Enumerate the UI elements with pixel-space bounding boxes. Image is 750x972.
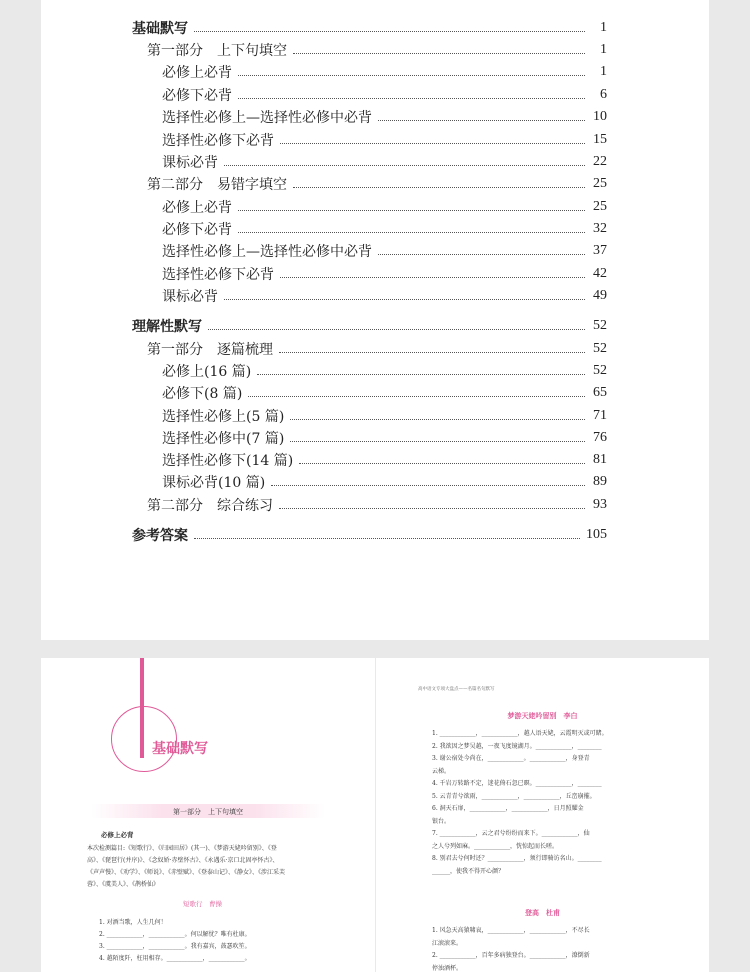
toc-entry-label: 第二部分 易错字填空 xyxy=(147,177,287,193)
text-line: 2. 我欲因之梦吴越，一夜飞度镜湖月。____________，________ xyxy=(432,742,602,750)
text-line: 7. ____________，云之君兮纷纷而来下。____________，仙 xyxy=(432,830,590,837)
text-line: 6. 洞天石扉，____________，____________，日月照耀金 xyxy=(432,805,584,812)
toc-entry[interactable] xyxy=(162,472,607,492)
toc-entry[interactable] xyxy=(132,18,607,38)
text-line: 银台。 xyxy=(432,817,451,825)
toc-leader-dots xyxy=(299,463,585,464)
toc-entry-label: 必修上必背 xyxy=(162,65,232,81)
toc-entry-label: 选择性必修下必背 xyxy=(162,267,274,283)
poem-title: 短歌行 曹操 xyxy=(183,900,222,908)
toc-page-number: 37 xyxy=(593,243,607,258)
toc-entry[interactable] xyxy=(132,316,607,336)
poem2-exercises xyxy=(432,925,672,972)
toc-entry[interactable] xyxy=(162,264,607,284)
toc-leader-dots xyxy=(238,98,585,99)
text-line: 4. 越陌度阡，枉用相存。____________，____________。 xyxy=(99,955,251,962)
toc-leader-dots xyxy=(378,120,585,121)
toc-entry-label: 选择性必修上—选择性必修中必背 xyxy=(162,110,372,126)
text-line: 2. ____________，百年多病独登台。____________，潦倒新 xyxy=(432,952,590,959)
text-line: 2. ____________，____________。何以解忧？唯有杜康。 xyxy=(99,931,251,938)
toc-leader-dots xyxy=(224,165,585,166)
toc-entry-label: 参考答案 xyxy=(132,528,188,544)
toc-entry[interactable] xyxy=(162,428,607,448)
poem2-title: 登高 杜甫 xyxy=(525,908,560,917)
text-line: 高》、《琵琶行(并序)》、《念奴娇·赤壁怀古》、《永遇乐·京口北固亭怀古》、 xyxy=(87,857,279,864)
toc-entry-label: 选择性必修上—选择性必修中必背 xyxy=(162,244,372,260)
text-line: 江滚滚来。 xyxy=(432,939,463,947)
text-line: 3. ____________，____________。我有嘉宾，鼓瑟吹笙。 xyxy=(99,943,251,950)
text-line: 5. 云青青兮欲雨，____________，____________，丘峦崩摧。 xyxy=(432,792,596,800)
toc-entry-label: 课标必背(10 篇) xyxy=(162,475,266,491)
subhead: 必修上必背 xyxy=(101,831,134,839)
toc-entry-label: 必修下(8 篇) xyxy=(162,386,243,402)
toc-leader-dots xyxy=(279,352,585,353)
toc-entry-label: 必修上(16 篇) xyxy=(162,364,252,380)
toc-page-number: 42 xyxy=(593,266,607,281)
text-line: 1. ____________，____________，越人语天姥，云霞明灭或可睹。 xyxy=(432,730,608,737)
toc-entry-label: 选择性必修下必背 xyxy=(162,133,274,149)
toc-entry[interactable] xyxy=(162,62,607,82)
toc-leader-dots xyxy=(271,485,585,486)
toc-leader-dots xyxy=(378,254,585,255)
toc-leader-dots xyxy=(279,508,585,509)
toc-page-number: 76 xyxy=(593,430,607,445)
toc-entry[interactable] xyxy=(162,107,607,127)
toc-page-number: 93 xyxy=(593,497,607,512)
toc-page-number: 32 xyxy=(593,221,607,236)
chapter-title: 基础默写 xyxy=(152,741,208,757)
toc-page-number: 10 xyxy=(593,109,607,124)
toc-page-number: 6 xyxy=(600,87,607,102)
toc-leader-dots xyxy=(290,441,585,442)
toc-entry-label: 选择性必修下(14 篇) xyxy=(162,453,294,469)
left-page xyxy=(41,658,375,972)
toc-entry-label: 理解性默写 xyxy=(132,319,202,335)
section-bar-label: 第一部分 上下句填空 xyxy=(173,808,243,816)
toc-entry[interactable] xyxy=(147,40,607,60)
toc-entry[interactable] xyxy=(162,130,607,150)
toc-leader-dots xyxy=(293,53,585,54)
toc-leader-dots xyxy=(238,210,585,211)
toc-entry[interactable] xyxy=(162,286,607,306)
toc-entry-label: 选择性必修上(5 篇) xyxy=(162,409,285,425)
toc-leader-dots xyxy=(293,187,585,188)
toc-entry[interactable] xyxy=(147,174,607,194)
toc-page-number: 1 xyxy=(600,64,607,79)
text-line: 本次检测篇目:《短歌行》、《归园田居》(其一)、《梦游天姥吟留别》、《登 xyxy=(87,845,277,852)
toc-entry[interactable] xyxy=(162,219,607,239)
toc-entry-label: 第一部分 上下句填空 xyxy=(147,43,287,59)
toc-page-number: 15 xyxy=(593,132,607,147)
text-line: ______，使我不得开心颜？ xyxy=(432,867,505,875)
text-line: 云梯。 xyxy=(432,767,451,775)
exercise-list xyxy=(99,917,349,965)
right-page xyxy=(376,658,709,972)
poem1-exercises xyxy=(432,728,672,878)
toc-page-number: 81 xyxy=(593,452,607,467)
running-header: 高中语文专项大盘点——名篇名句默写 xyxy=(418,687,495,692)
toc-page-number: 25 xyxy=(593,176,607,191)
toc-leader-dots xyxy=(248,396,585,397)
toc-page-number: 22 xyxy=(593,154,607,169)
toc-page-number: 65 xyxy=(593,385,607,400)
toc-entry[interactable] xyxy=(162,197,607,217)
text-line: 蓉》、《虞美人》、《鹊桥仙》 xyxy=(87,881,160,888)
text-line: 《声声慢》、《劝学》、《师说》、《赤壁赋》、《登泰山记》、《静女》、《涉江采芙 xyxy=(87,869,286,876)
toc-entry[interactable] xyxy=(147,495,607,515)
toc-leader-dots xyxy=(238,232,585,233)
toc-entry[interactable] xyxy=(162,361,607,381)
text-line: 停浊酒杯。 xyxy=(432,964,463,972)
toc-page-number: 52 xyxy=(593,341,607,356)
toc-leader-dots xyxy=(194,31,585,32)
toc-page-number: 105 xyxy=(586,527,607,542)
toc-leader-dots xyxy=(280,277,585,278)
text-line: 1. 对酒当歌，人生几何！ xyxy=(99,919,167,926)
toc-page-number: 71 xyxy=(593,408,607,423)
toc-entry[interactable] xyxy=(162,241,607,261)
text-line: 4. 千岩万转路不定，迷花倚石忽已暝。____________，________ xyxy=(432,780,602,787)
toc-entry[interactable] xyxy=(162,406,607,426)
toc-entry-label: 必修下必背 xyxy=(162,222,232,238)
text-line: 之人兮列如麻。____________，恍惊起而长嗟。 xyxy=(432,842,559,850)
toc-page-number: 1 xyxy=(600,20,607,35)
toc-entry[interactable] xyxy=(162,152,607,172)
toc-entry-label: 必修上必背 xyxy=(162,200,232,216)
toc-entry[interactable] xyxy=(132,525,607,545)
text-line: 8. 别君去兮何时还？____________，须行即骑访名山。________ xyxy=(432,855,602,862)
toc-leader-dots xyxy=(194,538,580,539)
toc-entry-label: 第二部分 综合练习 xyxy=(147,498,273,514)
toc-leader-dots xyxy=(238,75,585,76)
toc-entry[interactable] xyxy=(162,85,607,105)
toc-entry[interactable] xyxy=(147,339,607,359)
toc-page-number: 52 xyxy=(593,363,607,378)
toc-entry[interactable] xyxy=(162,383,607,403)
text-line: 1. 风急天高猿啸哀，____________，____________，不尽长 xyxy=(432,927,590,934)
toc-entry[interactable] xyxy=(162,450,607,470)
toc-entry-label: 必修下必背 xyxy=(162,88,232,104)
toc-page xyxy=(41,0,709,640)
toc-entry-label: 课标必背 xyxy=(162,289,218,305)
toc-entry-label: 第一部分 逐篇梳理 xyxy=(147,342,273,358)
toc-entry-label: 基础默写 xyxy=(132,21,188,37)
toc-page-number: 25 xyxy=(593,199,607,214)
toc-leader-dots xyxy=(208,329,585,330)
toc-page-number: 1 xyxy=(600,42,607,57)
toc-entry-label: 选择性必修中(7 篇) xyxy=(162,431,285,447)
toc-page-number: 52 xyxy=(593,318,607,333)
toc-entry-label: 课标必背 xyxy=(162,155,218,171)
toc-leader-dots xyxy=(224,299,585,300)
poem1-title: 梦游天姥吟留别 李白 xyxy=(507,711,578,720)
toc-page-number: 89 xyxy=(593,474,607,489)
toc-leader-dots xyxy=(280,143,585,144)
toc-page-number: 49 xyxy=(593,288,607,303)
intro-paragraph xyxy=(87,843,337,891)
text-line: 3. 谢公宿处今尚在，____________。____________，身登青 xyxy=(432,755,590,762)
toc-leader-dots xyxy=(290,419,585,420)
toc-leader-dots xyxy=(257,374,585,375)
